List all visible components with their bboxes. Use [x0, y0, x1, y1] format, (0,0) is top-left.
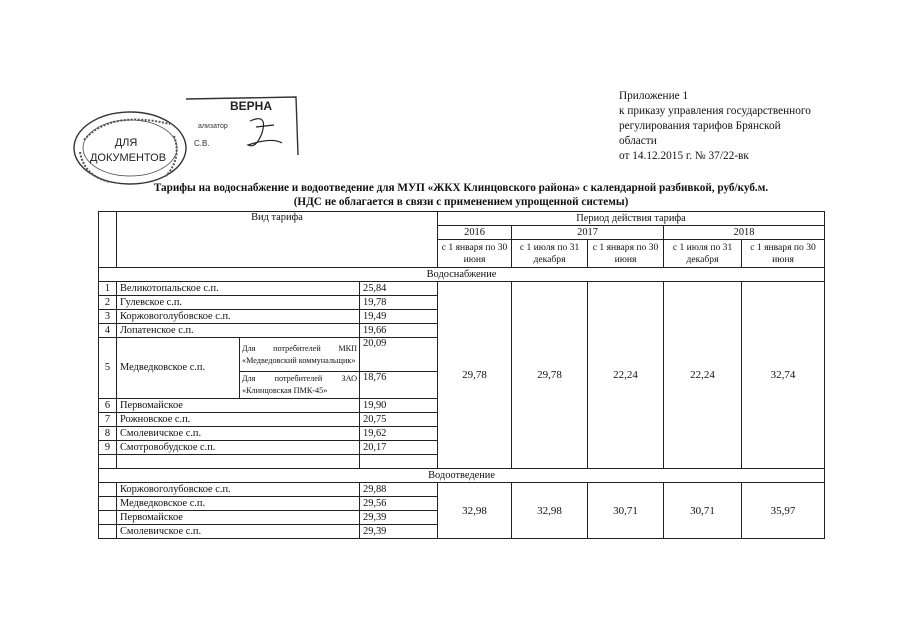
- table-row: [99, 483, 825, 497]
- settlement-name: Смотровобудское с.п.: [117, 441, 360, 455]
- tariff-value: 20,09: [360, 338, 438, 372]
- title-line-1: Тарифы на водоснабжение и водоотведение для МУП «ЖКХ Клинцовского района» с календарной разбивкой, руб/куб.м.: [153, 182, 769, 194]
- tariff-value: 19,66: [360, 324, 438, 338]
- consumer-group: Для потребителей МКП «Медведовский коммунальщик»: [240, 338, 360, 372]
- appendix-line: регулирования тарифов Брянской: [619, 120, 781, 132]
- row-number: 3: [99, 310, 117, 324]
- tariff-value: 19,90: [360, 399, 438, 413]
- half-year-label: с 1 января по 30 июня: [588, 240, 664, 268]
- row-number: [99, 511, 117, 525]
- settlement-name: Коржовоголубовское с.п.: [117, 310, 360, 324]
- document-title: [96, 181, 826, 209]
- section-water-disposal: Водоотведение: [99, 469, 825, 483]
- appendix-line: к приказу управления государственного: [619, 105, 811, 117]
- common-tariff: 29,78: [438, 282, 512, 469]
- settlement-name: Медведковское с.п.: [117, 497, 360, 511]
- row-number: 6: [99, 399, 117, 413]
- tariff-value: 19,62: [360, 427, 438, 441]
- table-header-row: [99, 212, 825, 226]
- tariff-value: 29,39: [360, 525, 438, 539]
- row-number: 7: [99, 413, 117, 427]
- appendix-line: от 14.12.2015 г. № 37/22-вк: [619, 150, 749, 162]
- row-number: 4: [99, 324, 117, 338]
- half-year-label: с 1 июля по 31 декабря: [664, 240, 742, 268]
- stamp-text: ализатор: [198, 123, 228, 130]
- settlement-name: Лопатенское с.п.: [117, 324, 360, 338]
- section-water-supply: Водоснабжение: [99, 268, 825, 282]
- tariff-value: 29,56: [360, 497, 438, 511]
- row-number: [99, 483, 117, 497]
- tariff-value: 20,17: [360, 441, 438, 455]
- stamp-text: ДЛЯ: [114, 137, 138, 149]
- stamp-text: ВЕРНА: [230, 99, 273, 113]
- tariff-value: 20,75: [360, 413, 438, 427]
- row-number: 9: [99, 441, 117, 455]
- header-period: Период действия тарифа: [438, 212, 825, 226]
- row-number: 2: [99, 296, 117, 310]
- tariff-value: 29,88: [360, 483, 438, 497]
- year-2018: 2018: [664, 226, 825, 240]
- row-number: 8: [99, 427, 117, 441]
- row-number: 1: [99, 282, 117, 296]
- common-tariff: 32,74: [742, 282, 825, 469]
- settlement-name: Рожновское с.п.: [117, 413, 360, 427]
- appendix-header: [619, 89, 859, 164]
- settlement-name: Первомайское: [117, 511, 360, 525]
- row-number: 5: [99, 338, 117, 399]
- header-tariff-type: Вид тарифа: [117, 212, 438, 268]
- settlement-name: Смолевичское с.п.: [117, 525, 360, 539]
- title-line-2: (НДС не облагается в связи с применением упрощенной системы): [293, 196, 629, 208]
- section-row: [99, 469, 825, 483]
- settlement-name: Великотопальское с.п.: [117, 282, 360, 296]
- section-row: [99, 268, 825, 282]
- consumer-group: Для потребителей ЗАО «Клинцовская ПМК-45»: [240, 372, 360, 399]
- settlement-name: Гулевское с.п.: [117, 296, 360, 310]
- tariff-value: 19,78: [360, 296, 438, 310]
- tariff-value: 29,39: [360, 511, 438, 525]
- settlement-name: Смолевичское с.п.: [117, 427, 360, 441]
- stamp-text: С.В.: [194, 139, 210, 148]
- settlement-name: Коржовоголубовское с.п.: [117, 483, 360, 497]
- tariff-table: [98, 211, 825, 539]
- common-tariff: 30,71: [664, 483, 742, 539]
- row-number: [99, 525, 117, 539]
- settlement-name: Медведковское с.п.: [117, 338, 240, 399]
- common-tariff: 32,98: [438, 483, 512, 539]
- year-2017: 2017: [512, 226, 664, 240]
- tariff-value: 25,84: [360, 282, 438, 296]
- common-tariff: 32,98: [512, 483, 588, 539]
- common-tariff: 30,71: [588, 483, 664, 539]
- appendix-line: области: [619, 135, 657, 147]
- signature: [248, 119, 282, 146]
- stamp-text: ДОКУМЕНТОВ: [89, 152, 167, 164]
- common-tariff: 29,78: [512, 282, 588, 469]
- common-tariff: 35,97: [742, 483, 825, 539]
- common-tariff: 22,24: [664, 282, 742, 469]
- settlement-name: Первомайское: [117, 399, 360, 413]
- half-year-label: с 1 июля по 31 декабря: [512, 240, 588, 268]
- tariff-value: 19,49: [360, 310, 438, 324]
- year-2016: 2016: [438, 226, 512, 240]
- appendix-line: Приложение 1: [619, 90, 689, 102]
- half-year-label: с 1 января по 30 июня: [742, 240, 825, 268]
- half-year-label: с 1 января по 30 июня: [438, 240, 512, 268]
- certification-stamp: [178, 93, 302, 163]
- round-stamp: [70, 106, 188, 186]
- row-number: [99, 497, 117, 511]
- tariff-value: 18,76: [360, 372, 438, 399]
- table-row: [99, 282, 825, 296]
- common-tariff: 22,24: [588, 282, 664, 469]
